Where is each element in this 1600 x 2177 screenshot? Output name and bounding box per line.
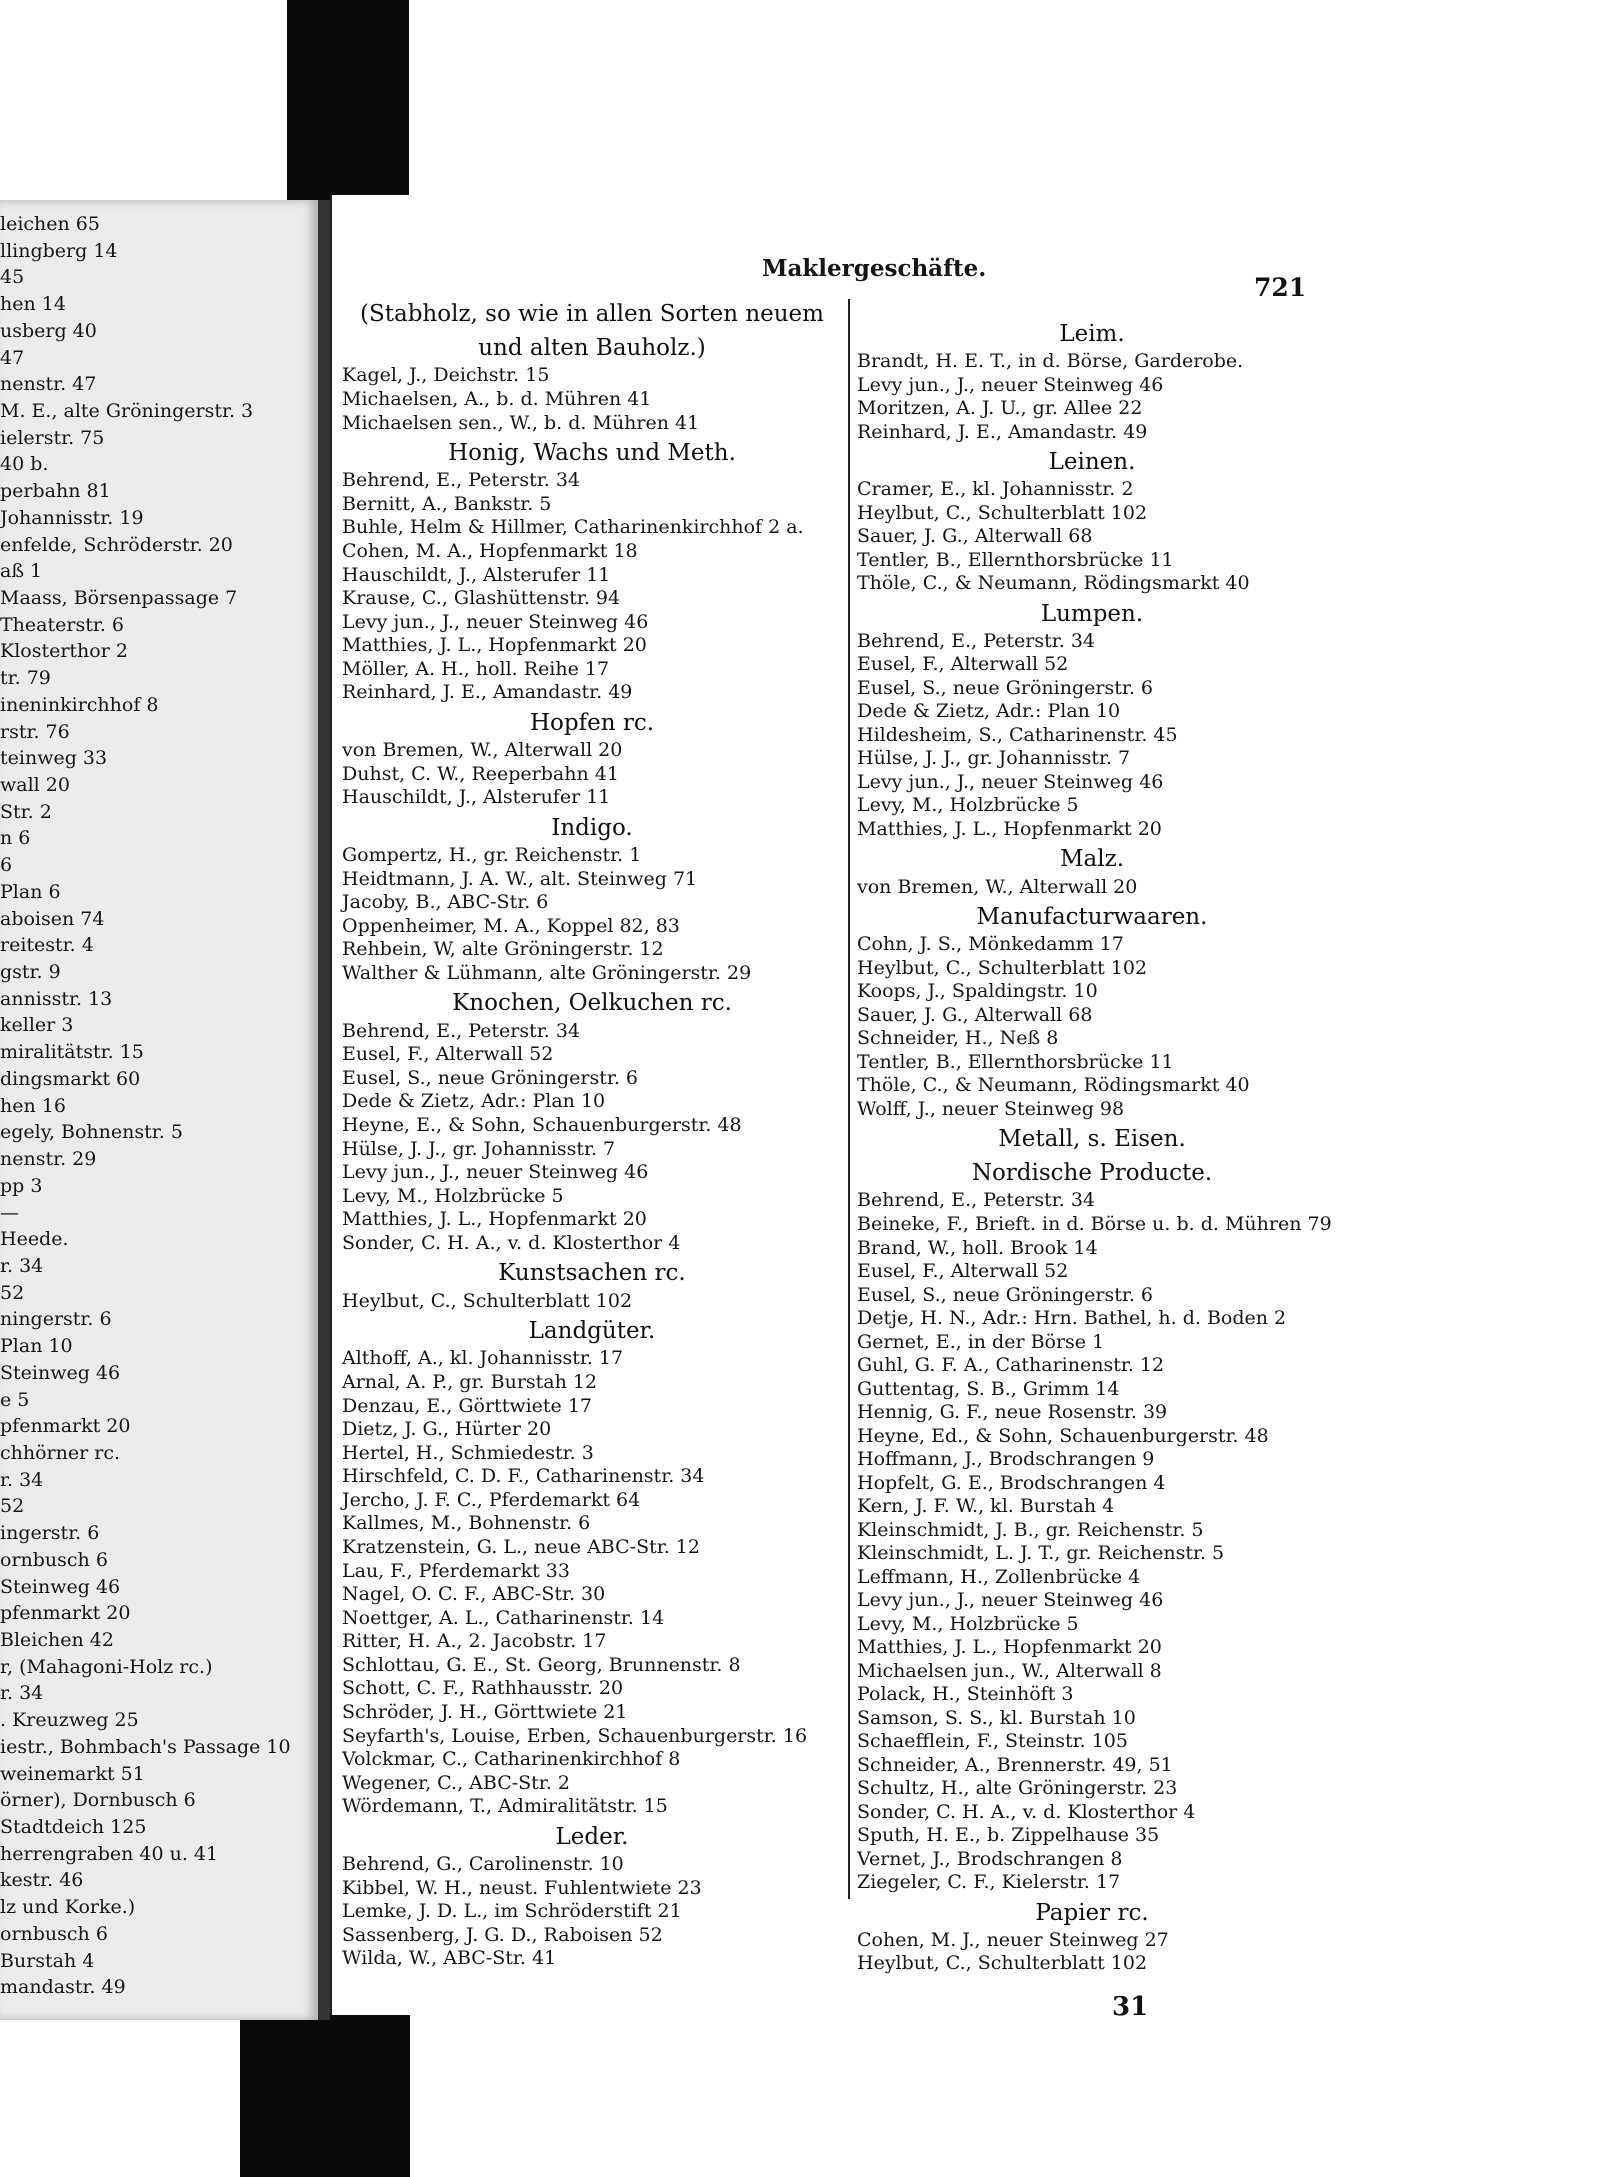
left-fragment-line: nenstr. 47	[0, 373, 97, 395]
directory-entry: Volckmar, C., Catharinenkirchhof 8	[342, 1748, 681, 1770]
left-fragment-line: r. 34	[0, 1469, 44, 1491]
directory-entry: Eusel, F., Alterwall 52	[342, 1043, 554, 1065]
section-heading: Lumpen.	[1040, 601, 1144, 627]
directory-entry: Reinhard, J. E., Amandastr. 49	[342, 681, 633, 703]
directory-entry: Moritzen, A. J. U., gr. Allee 22	[857, 397, 1143, 419]
section-heading: Metall, s. Eisen.	[998, 1126, 1186, 1152]
left-fragment-line: 52	[0, 1282, 25, 1304]
left-fragment-line: ineninkirchhof 8	[0, 694, 159, 716]
left-fragment-line: miralitätstr. 15	[0, 1041, 144, 1063]
left-fragment-line: weinemarkt 51	[0, 1763, 145, 1785]
directory-entry: Guhl, G. F. A., Catharinenstr. 12	[857, 1354, 1165, 1376]
directory-entry: Thöle, C., & Neumann, Rödingsmarkt 40	[857, 1074, 1250, 1096]
directory-entry: Matthies, J. L., Hopfenmarkt 20	[857, 1636, 1162, 1658]
directory-entry: Krause, C., Glashüttenstr. 94	[342, 587, 621, 609]
left-fragment-line: Plan 10	[0, 1335, 73, 1357]
directory-entry: Oppenheimer, M. A., Koppel 82, 83	[342, 915, 680, 937]
directory-entry: Koops, J., Spaldingstr. 10	[857, 980, 1098, 1002]
left-fragment-line: 40 b.	[0, 453, 49, 475]
directory-entry: Kleinschmidt, J. B., gr. Reichenstr. 5	[857, 1519, 1204, 1541]
left-fragment-line: ornbusch 6	[0, 1923, 108, 1945]
page-number: 721	[1254, 273, 1307, 302]
directory-entry: Michaelsen, A., b. d. Mühren 41	[342, 388, 652, 410]
directory-entry: Michaelsen sen., W., b. d. Mühren 41	[342, 412, 700, 434]
running-head: Maklergeschäfte.	[762, 255, 987, 282]
left-fragment-line: pp 3	[0, 1175, 43, 1197]
section-heading: (Stabholz, so wie in allen Sorten neuem	[360, 301, 824, 327]
directory-entry: Schneider, A., Brennerstr. 49, 51	[857, 1754, 1173, 1776]
binding-strip-top	[287, 0, 409, 205]
directory-entry: Levy jun., J., neuer Steinweg 46	[342, 1161, 649, 1183]
directory-entry: Jacoby, B., ABC-Str. 6	[342, 891, 549, 913]
directory-entry: Matthies, J. L., Hopfenmarkt 20	[342, 1208, 647, 1230]
left-fragment-line: tr. 79	[0, 667, 51, 689]
directory-entry: Cramer, E., kl. Johannisstr. 2	[857, 478, 1134, 500]
left-fragment-line: hen 16	[0, 1095, 66, 1117]
directory-entry: Levy jun., J., neuer Steinweg 46	[857, 1589, 1164, 1611]
directory-entry: Hoffmann, J., Brodschrangen 9	[857, 1448, 1155, 1470]
directory-entry: Polack, H., Steinhöft 3	[857, 1683, 1074, 1705]
directory-entry: Walther & Lühmann, alte Gröningerstr. 29	[342, 962, 752, 984]
left-fragment-line: r, (Mahagoni-Holz rc.)	[0, 1656, 213, 1678]
left-fragment-line: —	[0, 1202, 19, 1224]
directory-entry: Eusel, S., neue Gröningerstr. 6	[857, 1284, 1154, 1306]
directory-entry: Eusel, S., neue Gröningerstr. 6	[342, 1067, 639, 1089]
section-heading: Papier rc.	[1035, 1900, 1149, 1926]
left-fragment-line: aboisen 74	[0, 908, 105, 930]
directory-entry: Brandt, H. E. T., in d. Börse, Garderobe.	[857, 350, 1244, 372]
directory-entry: Hauschildt, J., Alsterufer 11	[342, 564, 611, 586]
left-fragment-line: 45	[0, 266, 25, 288]
section-heading: und alten Bauholz.)	[478, 335, 706, 361]
left-fragment-line: Steinweg 46	[0, 1576, 121, 1598]
directory-entry: Kallmes, M., Bohnenstr. 6	[342, 1512, 591, 1534]
directory-entry: Reinhard, J. E., Amandastr. 49	[857, 421, 1148, 443]
directory-entry: Ritter, H. A., 2. Jacobstr. 17	[342, 1630, 607, 1652]
directory-entry: Cohen, M. J., neuer Steinweg 27	[857, 1929, 1169, 1951]
directory-entry: Kleinschmidt, L. J. T., gr. Reichenstr. 5	[857, 1542, 1225, 1564]
directory-entry: Sputh, H. E., b. Zippelhause 35	[857, 1824, 1160, 1846]
section-heading: Leim.	[1059, 321, 1125, 347]
section-heading: Knochen, Oelkuchen rc.	[452, 990, 732, 1016]
directory-entry: Hauschildt, J., Alsterufer 11	[342, 786, 611, 808]
column-divider	[848, 299, 850, 1899]
book-gutter	[318, 200, 330, 2020]
left-fragment-line: r. 34	[0, 1255, 44, 1277]
directory-entry: Behrend, E., Peterstr. 34	[342, 469, 581, 491]
directory-entry: Kern, J. F. W., kl. Burstah 4	[857, 1495, 1115, 1517]
left-fragment-line: örner), Dornbusch 6	[0, 1789, 196, 1811]
directory-entry: Tentler, B., Ellernthorsbrücke 11	[857, 549, 1174, 571]
directory-entry: Gernet, E., in der Börse 1	[857, 1331, 1105, 1353]
directory-entry: Dietz, J. G., Hürter 20	[342, 1418, 552, 1440]
left-fragment-line: aß 1	[0, 560, 43, 582]
directory-entry: Heylbut, C., Schulterblatt 102	[857, 957, 1148, 979]
left-fragment-line: annisstr. 13	[0, 988, 113, 1010]
directory-entry: Sassenberg, J. G. D., Raboisen 52	[342, 1924, 663, 1946]
left-fragment-line: egely, Bohnenstr. 5	[0, 1121, 183, 1143]
left-fragment-line: . Kreuzweg 25	[0, 1709, 139, 1731]
left-fragment-line: 47	[0, 347, 25, 369]
left-fragment-line: M. E., alte Gröningerstr. 3	[0, 400, 254, 422]
left-fragment-line: Theaterstr. 6	[0, 614, 124, 636]
left-fragment-line: chhörner rc.	[0, 1442, 121, 1464]
directory-entry: Hildesheim, S., Catharinenstr. 45	[857, 724, 1178, 746]
directory-entry: Cohen, M. A., Hopfenmarkt 18	[342, 540, 638, 562]
left-fragment-line: llingberg 14	[0, 240, 118, 262]
left-fragment-line: kestr. 46	[0, 1869, 84, 1891]
left-fragment-line: Str. 2	[0, 801, 52, 823]
directory-entry: Levy jun., J., neuer Steinweg 46	[857, 771, 1164, 793]
left-fragment-line: iestr., Bohmbach's Passage 10	[0, 1736, 291, 1758]
directory-entry: Behrend, E., Peterstr. 34	[342, 1020, 581, 1042]
left-fragment-line: herrengraben 40 u. 41	[0, 1843, 219, 1865]
directory-entry: Eusel, F., Alterwall 52	[857, 653, 1069, 675]
directory-entry: Kagel, J., Deichstr. 15	[342, 364, 550, 386]
directory-entry: Bernitt, A., Bankstr. 5	[342, 493, 552, 515]
directory-entry: Levy, M., Holzbrücke 5	[342, 1185, 564, 1207]
left-fragment-line: Stadtdeich 125	[0, 1816, 147, 1838]
directory-entry: Eusel, S., neue Gröningerstr. 6	[857, 677, 1154, 699]
left-fragment-line: Johannisstr. 19	[0, 507, 144, 529]
directory-entry: Thöle, C., & Neumann, Rödingsmarkt 40	[857, 572, 1250, 594]
directory-entry: Heylbut, C., Schulterblatt 102	[342, 1290, 633, 1312]
directory-entry: Behrend, E., Peterstr. 34	[857, 1189, 1096, 1211]
directory-entry: Levy, M., Holzbrücke 5	[857, 1613, 1079, 1635]
directory-entry: Guttentag, S. B., Grimm 14	[857, 1378, 1120, 1400]
directory-entry: Hertel, H., Schmiedestr. 3	[342, 1442, 594, 1464]
directory-entry: Matthies, J. L., Hopfenmarkt 20	[857, 818, 1162, 840]
directory-entry: Samson, S. S., kl. Burstah 10	[857, 1707, 1136, 1729]
directory-entry: Levy, M., Holzbrücke 5	[857, 794, 1079, 816]
directory-entry: Schröder, J. H., Görttwiete 21	[342, 1701, 628, 1723]
directory-entry: Ziegeler, C. F., Kielerstr. 17	[857, 1871, 1121, 1893]
directory-entry: Eusel, F., Alterwall 52	[857, 1260, 1069, 1282]
directory-entry: Heylbut, C., Schulterblatt 102	[857, 1952, 1148, 1974]
directory-entry: Noettger, A. L., Catharinenstr. 14	[342, 1607, 665, 1629]
binding-strip-bottom	[240, 2010, 410, 2177]
directory-entry: Tentler, B., Ellernthorsbrücke 11	[857, 1051, 1174, 1073]
left-fragment-line: mandastr. 49	[0, 1976, 126, 1998]
directory-entry: Rehbein, W, alte Gröningerstr. 12	[342, 938, 664, 960]
left-fragment-line: hen 14	[0, 293, 66, 315]
left-fragment-line: 6	[0, 854, 13, 876]
directory-entry: Behrend, E., Peterstr. 34	[857, 630, 1096, 652]
section-heading: Malz.	[1059, 846, 1125, 872]
directory-entry: Cohn, J. S., Mönkedamm 17	[857, 933, 1124, 955]
directory-entry: Leffmann, H., Zollenbrücke 4	[857, 1566, 1141, 1588]
directory-entry: Heylbut, C., Schulterblatt 102	[857, 502, 1148, 524]
directory-entry: Dede & Zietz, Adr.: Plan 10	[342, 1090, 606, 1112]
directory-entry: Brand, W., holl. Brook 14	[857, 1237, 1098, 1259]
section-heading: Leder.	[555, 1824, 629, 1850]
left-fragment-line: ornbusch 6	[0, 1549, 108, 1571]
directory-entry: Heyne, Ed., & Sohn, Schauenburgerstr. 48	[857, 1425, 1269, 1447]
directory-entry: Levy jun., J., neuer Steinweg 46	[857, 374, 1164, 396]
directory-entry: Detje, H. N., Adr.: Hrn. Bathel, h. d. Boden 2	[857, 1307, 1287, 1329]
left-fragment-line: Klosterthor 2	[0, 640, 128, 662]
section-heading: Honig, Wachs und Meth.	[448, 440, 736, 466]
directory-entry: Wördemann, T., Admiralitätstr. 15	[342, 1795, 668, 1817]
directory-entry: Lemke, J. D. L., im Schröderstift 21	[342, 1900, 682, 1922]
directory-entry: Nagel, O. C. F., ABC-Str. 30	[342, 1583, 606, 1605]
directory-entry: Seyfarth's, Louise, Erben, Schauenburgerstr. 16	[342, 1725, 808, 1747]
directory-entry: Hirschfeld, C. D. F., Catharinenstr. 34	[342, 1465, 705, 1487]
section-heading: Manufacturwaaren.	[976, 904, 1208, 930]
directory-entry: Lau, F., Pferdemarkt 33	[342, 1560, 570, 1582]
left-fragment-line: ingerstr. 6	[0, 1522, 100, 1544]
directory-entry: Schott, C. F., Rathhausstr. 20	[342, 1677, 624, 1699]
directory-entry: Sauer, J. G., Alterwall 68	[857, 1004, 1093, 1026]
directory-entry: Schneider, H., Neß 8	[857, 1027, 1059, 1049]
directory-entry: Behrend, G., Carolinenstr. 10	[342, 1853, 624, 1875]
left-fragment-line: Burstah 4	[0, 1950, 95, 1972]
section-heading: Landgüter.	[528, 1318, 656, 1344]
left-fragment-line: Plan 6	[0, 881, 61, 903]
directory-entry: Arnal, A. P., gr. Burstah 12	[342, 1371, 598, 1393]
directory-entry: von Bremen, W., Alterwall 20	[857, 876, 1138, 898]
directory-entry: Schultz, H., alte Gröningerstr. 23	[857, 1777, 1178, 1799]
left-fragment-line: Bleichen 42	[0, 1629, 114, 1651]
left-fragment-line: rstr. 76	[0, 721, 70, 743]
left-fragment-line: usberg 40	[0, 320, 97, 342]
left-fragment-line: enfelde, Schröderstr. 20	[0, 534, 233, 556]
section-heading: Hopfen rc.	[529, 710, 655, 736]
section-heading: Leinen.	[1048, 449, 1136, 475]
left-fragment-line: Heede.	[0, 1228, 69, 1250]
left-fragment-line: teinweg 33	[0, 747, 108, 769]
left-fragment-line: dingsmarkt 60	[0, 1068, 141, 1090]
directory-entry: Wolff, J., neuer Steinweg 98	[857, 1098, 1125, 1120]
directory-entry: Kibbel, W. H., neust. Fuhlentwiete 23	[342, 1877, 702, 1899]
directory-entry: Hülse, J. J., gr. Johannisstr. 7	[342, 1138, 616, 1160]
left-fragment-line: r. 34	[0, 1682, 44, 1704]
directory-entry: Hülse, J. J., gr. Johannisstr. 7	[857, 747, 1131, 769]
left-fragment-line: 52	[0, 1495, 25, 1517]
directory-entry: Michaelsen jun., W., Alterwall 8	[857, 1660, 1162, 1682]
left-fragment-line: leichen 65	[0, 213, 100, 235]
directory-entry: Duhst, C. W., Reeperbahn 41	[342, 763, 619, 785]
directory-entry: Sonder, C. H. A., v. d. Klosterthor 4	[342, 1232, 681, 1254]
section-heading: Kunstsachen rc.	[498, 1260, 686, 1286]
left-fragment-line: Steinweg 46	[0, 1362, 121, 1384]
left-fragment-line: Maass, Börsenpassage 7	[0, 587, 238, 609]
left-fragment-line: pfenmarkt 20	[0, 1602, 131, 1624]
directory-entry: Kratzenstein, G. L., neue ABC-Str. 12	[342, 1536, 700, 1558]
directory-entry: Heyne, E., & Sohn, Schauenburgerstr. 48	[342, 1114, 742, 1136]
directory-entry: Sauer, J. G., Alterwall 68	[857, 525, 1093, 547]
left-fragment-line: pfenmarkt 20	[0, 1415, 131, 1437]
section-heading: Nordische Producte.	[971, 1160, 1213, 1186]
left-page-fragment	[0, 200, 318, 2020]
directory-entry: Hopfelt, G. E., Brodschrangen 4	[857, 1472, 1166, 1494]
directory-entry: Wegener, C., ABC-Str. 2	[342, 1772, 570, 1794]
directory-entry: Buhle, Helm & Hillmer, Catharinenkirchhof 2 a.	[342, 516, 804, 538]
directory-entry: Beineke, F., Brieft. in d. Börse u. b. d. Mühren 79	[857, 1213, 1332, 1235]
left-fragment-line: ningerstr. 6	[0, 1308, 112, 1330]
section-heading: Indigo.	[551, 815, 633, 841]
directory-entry: Möller, A. H., holl. Reihe 17	[342, 658, 610, 680]
signature-mark: 31	[1112, 1992, 1149, 2022]
left-fragment-line: n 6	[0, 827, 31, 849]
directory-entry: Schaefflein, F., Steinstr. 105	[857, 1730, 1128, 1752]
directory-entry: Althoff, A., kl. Johannisstr. 17	[342, 1347, 624, 1369]
right-page	[330, 195, 1334, 2022]
left-fragment-line: e 5	[0, 1389, 30, 1411]
left-fragment-line: wall 20	[0, 774, 70, 796]
left-fragment-line: perbahn 81	[0, 480, 111, 502]
directory-entry: Heidtmann, J. A. W., alt. Steinweg 71	[342, 868, 698, 890]
left-fragment-line: lz und Korke.)	[0, 1896, 136, 1918]
directory-entry: Hennig, G. F., neue Rosenstr. 39	[857, 1401, 1168, 1423]
directory-entry: Wilda, W., ABC-Str. 41	[342, 1947, 557, 1969]
directory-entry: von Bremen, W., Alterwall 20	[342, 739, 623, 761]
left-fragment-line: nenstr. 29	[0, 1148, 97, 1170]
left-fragment-line: keller 3	[0, 1014, 74, 1036]
directory-entry: Levy jun., J., neuer Steinweg 46	[342, 611, 649, 633]
directory-entry: Sonder, C. H. A., v. d. Klosterthor 4	[857, 1801, 1196, 1823]
left-fragment-line: gstr. 9	[0, 961, 61, 983]
directory-entry: Jercho, J. F. C., Pferdemarkt 64	[342, 1489, 641, 1511]
left-fragment-line: ielerstr. 75	[0, 427, 105, 449]
directory-entry: Schlottau, G. E., St. Georg, Brunnenstr. 8	[342, 1654, 741, 1676]
directory-entry: Gompertz, H., gr. Reichenstr. 1	[342, 844, 642, 866]
left-fragment-line: reitestr. 4	[0, 934, 94, 956]
directory-entry: Vernet, J., Brodschrangen 8	[857, 1848, 1123, 1870]
directory-entry: Dede & Zietz, Adr.: Plan 10	[857, 700, 1121, 722]
directory-entry: Matthies, J. L., Hopfenmarkt 20	[342, 634, 647, 656]
directory-entry: Denzau, E., Görttwiete 17	[342, 1395, 593, 1417]
